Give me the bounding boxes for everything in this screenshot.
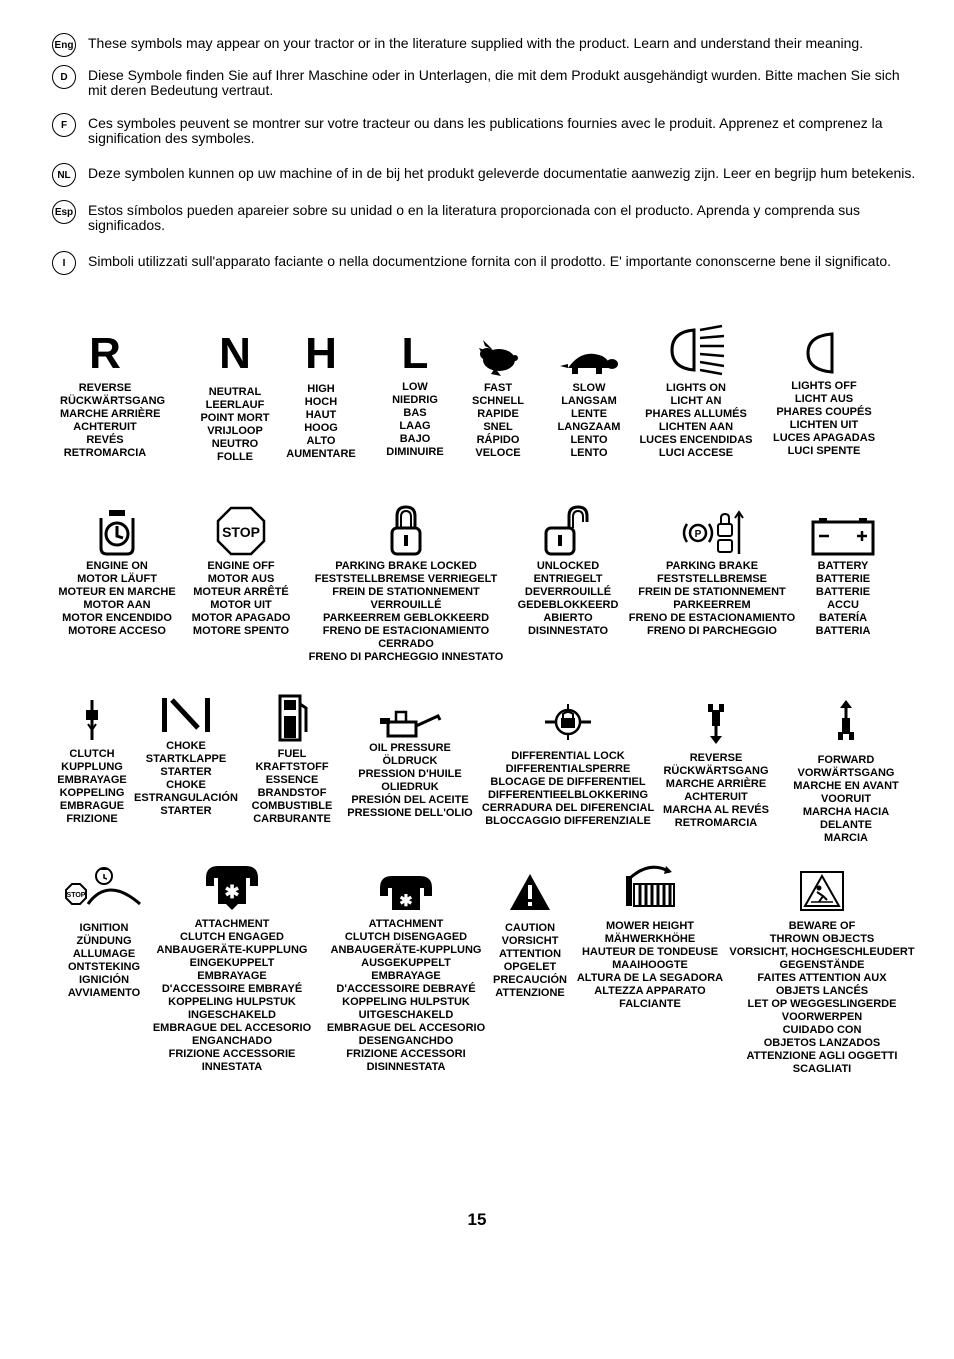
symbol-label: BATTERY BATTERIE BATTERIE ACCU BATERÍA BATTERIA: [815, 560, 871, 637]
symbol-oil-pressure: [344, 690, 476, 820]
attachment-engaged-icon: [202, 860, 262, 910]
symbol-label: CLUTCH KUPPLUNG EMBRAYAGE KOPPELING EMBRAGUE FRIZIONE: [57, 748, 127, 825]
intro-text: These symbols may appear on your tractor or in the literature supplied with the product. Learn and understand their meaning.: [88, 35, 864, 51]
symbol-high: [280, 330, 362, 461]
symbol-label: PARKING BRAKE LOCKED FESTSTELLBREMSE VERRIEGELT FREIN DE STATIONNEMENT VERROUILLÉ PARKEERREM GEBLOKKEERD FRENO DE ESTACIONAMIENTO CERRADO FRENO DI PARCHEGGIO INNESTATO: [308, 560, 504, 663]
symbol-mower-height: [574, 856, 726, 1011]
symbol-thrown-objects: [726, 860, 918, 1076]
symbol-label: ENGINE ON MOTOR LÄUFT MOTEUR EN MARCHE MOTOR AAN MOTOR ENCENDIDO MOTORE ACCESO: [58, 560, 176, 637]
reverse-letter-icon: R: [89, 329, 121, 378]
symbol-lights-off: [766, 320, 882, 458]
symbol-label: OIL PRESSURE ÖLDRUCK PRESSION D'HUILE OLIEDRUK PRESIÓN DEL ACEITE PRESSIONE DELL'OLIO: [347, 742, 473, 819]
symbol-choke: [130, 690, 242, 818]
clutch-icon: [82, 698, 102, 742]
symbol-slow: [548, 330, 630, 460]
english-badge-icon: Eng: [52, 33, 76, 57]
symbol-attachment-disengaged: [324, 860, 488, 1074]
differential-lock-icon: [543, 702, 593, 742]
thrown-objects-icon: [799, 870, 845, 912]
intro-text: Diese Symbole finden Sie auf Ihrer Maschine oder in Unterlagen, die mit dem Produkt ausgehändigt wurden. Bitte machen Sie sich mit deren Bedeutung vertraut.: [88, 67, 900, 98]
symbol-label: BEWARE OF THROWN OBJECTS VORSICHT, HOCHGESCHLEUDERT GEGENSTÄNDE FAITES ATTENTION AUX OBJETS LANCÉS LET OP WEGGESLINGERDE VOORWERPEN CUIDADO CON OBJETOS LANZADOS ATTENZIONE AGLI OGGETTI SCAGLIATI: [729, 920, 915, 1075]
intro-text: Ces symboles peuvent se montrer sur votre tracteur ou dans les publications fournies avec le produit. Apprenez et comprenez la signification des symboles.: [88, 115, 883, 146]
lights-on-icon: [666, 324, 726, 376]
symbol-fast: [458, 330, 538, 460]
symbol-fuel: [246, 690, 338, 826]
caution-icon: [508, 872, 552, 912]
svg-text:✱: ✱: [399, 893, 413, 910]
french-badge-icon: F: [52, 113, 76, 137]
symbol-parking-brake: [626, 500, 798, 638]
symbol-low: [374, 330, 456, 459]
symbol-label: IGNITION ZÜNDUNG ALLUMAGE ONTSTEKING IGNICIÓN AVVIAMENTO: [67, 922, 141, 999]
intro-dutch: [52, 166, 922, 187]
symbol-label: LOW NIEDRIG BAS LAAG BAJO DIMINUIRE: [386, 381, 444, 458]
symbol-label: SLOW LANGSAM LENTE LANGZAAM LENTO LENTO: [557, 382, 621, 459]
symbol-label: UNLOCKED ENTRIEGELT DEVERROUILLÉ GEDEBLOKKEERD ABIERTO DISINNESTATO: [517, 560, 619, 637]
symbol-forward: [786, 690, 906, 845]
intro-text: Estos símbolos pueden apareier sobre su unidad o en la literatura proporcionada con el producto. Aprenda y comprenda sus significados.: [88, 202, 861, 233]
svg-text:STOP: STOP: [222, 524, 260, 540]
symbol-reverse: [60, 329, 166, 460]
symbol-engine-on: [56, 500, 178, 638]
symbol-label: HIGH HOCH HAUT HOOG ALTO AUMENTARE: [286, 383, 356, 460]
symbol-parking-brake-locked: [304, 500, 508, 664]
lights-off-icon: [804, 330, 844, 376]
rabbit-icon: [471, 336, 525, 376]
symbol-neutral: [190, 330, 280, 464]
symbol-label: PARKING BRAKE FESTSTELLBREMSE FREIN DE STATIONNEMENT PARKEERREM FRENO DE ESTACIONAMIENTO FRENO DI PARCHEGGIO: [628, 560, 796, 637]
german-badge-icon: D: [52, 65, 76, 89]
symbol-label: ENGINE OFF MOTOR AUS MOTEUR ARRÊTÉ MOTOR UIT MOTOR APAGADO MOTORE SPENTO: [191, 560, 291, 637]
intro-spanish: [52, 203, 922, 233]
svg-text:✱: ✱: [224, 882, 240, 902]
symbol-label: LIGHTS ON LICHT AN PHARES ALLUMÉS LICHTEN AAN LUCES ENCENDIDAS LUCI ACCESE: [639, 382, 753, 459]
italian-badge-icon: I: [52, 251, 76, 275]
attachment-disengaged-icon: [376, 872, 436, 912]
high-letter-icon: H: [305, 329, 337, 378]
intro-french: [52, 116, 922, 146]
symbol-attachment-engaged: [150, 856, 314, 1074]
symbol-label: NEUTRAL LEERLAUF POINT MORT VRIJLOOP NEUTRO FOLLE: [200, 386, 270, 463]
low-letter-icon: L: [401, 329, 429, 378]
dutch-badge-icon: NL: [52, 163, 76, 187]
symbol-label: ATTACHMENT CLUTCH ENGAGED ANBAUGERÄTE-KUPPLUNG EINGEKUPPELT EMBRAYAGE D'ACCESSOIRE EMBRAYÉ KOPPELING HULPSTUK INGESCHAKELD EMBRAGUE DEL ACCESORIO ENGANCHADO FRIZIONE ACCESSORIE INNESTATA: [152, 918, 312, 1073]
symbol-label: REVERSE RÜCKWÄRTSGANG MARCHE ARRIÈRE ACHTERUIT MARCHA AL REVÉS RETROMARCIA: [663, 752, 769, 829]
choke-icon: [158, 694, 214, 734]
forward-arrow-icon: [836, 698, 856, 746]
symbol-label: ATTACHMENT CLUTCH DISENGAGED ANBAUGERÄTE-KUPPLUNG AUSGEKUPPELT EMBRAYAGE D'ACCESSOIRE DEBRAYÉ KOPPELING HULPSTUK UITGESCHAKELD EMBRAGUE DEL ACCESORIO DESENGANCHDO FRIZIONE ACCESSORI DISINNESTATA: [326, 918, 486, 1073]
symbol-label: REVERSE RÜCKWÄRTSGANG MARCHE ARRIÈRE ACHTERUIT REVÉS RETROMARCIA: [60, 382, 166, 459]
symbol-unlocked: [512, 500, 624, 638]
intro-german: [52, 68, 922, 98]
parking-brake-icon: [679, 510, 745, 556]
mower-height-icon: [620, 860, 680, 910]
symbol-label: DIFFERENTIAL LOCK DIFFERENTIALSPERRE BLOCAGE DE DIFFERENTIEL DIFFERENTIEELBLOKKERING CERRADURA DEL DIFERENCIAL BLOCCAGGIO DIFFERENZIALE: [481, 750, 655, 827]
intro-italian: [52, 254, 922, 275]
page-number: 15: [467, 1210, 487, 1229]
battery-icon: [811, 516, 875, 556]
neutral-letter-icon: N: [219, 329, 251, 378]
fuel-icon: [274, 694, 310, 742]
symbol-label: FUEL KRAFTSTOFF ESSENCE BRANDSTOF COMBUSTIBLE CARBURANTE: [251, 748, 333, 825]
symbol-caution: [488, 860, 572, 1000]
symbol-reverse-arrow: [660, 690, 772, 830]
symbol-label: LIGHTS OFF LICHT AUS PHARES COUPÉS LICHTEN UIT LUCES APAGADAS LUCI SPENTE: [772, 380, 876, 457]
ignition-icon: [64, 864, 144, 914]
oil-pressure-icon: [378, 708, 442, 738]
symbol-label: CHOKE STARTKLAPPE STARTER CHOKE ESTRANGULACIÓN STARTER: [134, 740, 238, 817]
spanish-badge-icon: Esp: [52, 200, 76, 224]
symbol-label: MOWER HEIGHT MÄHWERKHÖHE HAUTEUR DE TONDEUSE MAAIHOOGTE ALTURA DE LA SEGADORA ALTEZZA APPARATO FALCIANTE: [576, 920, 724, 1010]
symbol-ignition: [56, 860, 152, 1000]
intro-english: [52, 36, 922, 57]
symbol-lights-on: [636, 320, 756, 460]
symbol-label: CAUTION VORSICHT ATTENTION OPGELET PRECAUCIÓN ATTENZIONE: [493, 922, 567, 999]
turtle-icon: [560, 346, 618, 376]
symbol-engine-off: [186, 500, 296, 638]
svg-text:P: P: [694, 529, 702, 540]
svg-text:STOP: STOP: [66, 892, 86, 899]
padlock-locked-icon: [389, 504, 423, 556]
intro-text: Simboli utilizzati sull'apparato faciante o nella documentzione fornita con il prodotto. E' importante cononscerne bene il significato.: [88, 253, 892, 269]
engine-on-icon: [95, 506, 139, 556]
reverse-arrow-icon: [706, 698, 726, 746]
symbol-label: FORWARD VORWÄRTSGANG MARCHE EN AVANT VOORUIT MARCHA HACIA DELANTE MARCIA: [793, 754, 899, 844]
symbol-label: FAST SCHNELL RAPIDE SNEL RÁPIDO VELOCE: [472, 382, 524, 459]
intro-text: Deze symbolen kunnen op uw machine of in de bij het produkt geleverde documentatie aanwezig zijn. Leer en begrijp hum betekenis.: [88, 165, 916, 181]
symbol-clutch: [50, 690, 134, 826]
stop-icon: [216, 506, 266, 556]
symbol-battery: [800, 500, 886, 638]
padlock-unlocked-icon: [543, 504, 593, 556]
symbol-differential-lock: [480, 690, 656, 828]
